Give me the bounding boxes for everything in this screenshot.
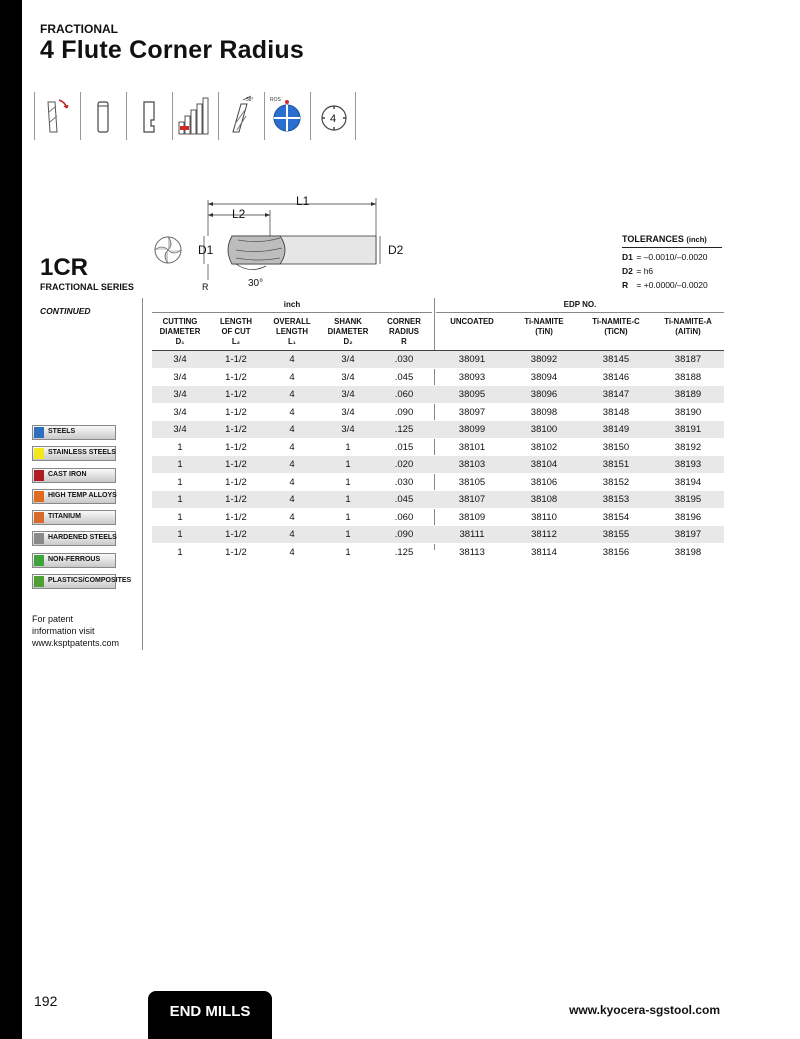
page-number: 192 [34, 993, 58, 1009]
coating-label: ROS [270, 97, 281, 103]
table-cell: 38100 [530, 424, 558, 435]
column-header: CORNER RADIUS R [387, 317, 421, 346]
column-header: SHANK DIAMETER D₂ [327, 317, 369, 346]
table-cell: 4 [289, 354, 295, 365]
category-label: FRACTIONAL [40, 22, 118, 36]
table-cell: 38098 [530, 406, 558, 418]
table-cell: 38095 [458, 389, 486, 400]
table-row [152, 386, 724, 404]
table-row [152, 404, 724, 422]
table-cell: 1 [345, 529, 351, 540]
material-label: TITANIUM [48, 513, 81, 521]
table-cell: 38102 [530, 441, 558, 453]
table-cell: 1 [177, 546, 183, 558]
table-cell: 4 [289, 511, 295, 523]
table-cell: 1 [345, 459, 351, 470]
section-tab [148, 991, 272, 1039]
table-cell: 4 [289, 494, 295, 505]
table-cell: 1-1/2 [225, 424, 247, 435]
table-cell: 38196 [674, 511, 702, 523]
column-header: Ti-NAMITE-C (TiCN) [592, 317, 640, 336]
table-cell: 38188 [674, 371, 702, 383]
table-cell: 1-1/2 [225, 389, 247, 400]
table-cell: .060 [394, 389, 414, 400]
material-label: HARDENED STEELS [48, 534, 117, 542]
material-item [32, 489, 116, 504]
material-item [32, 468, 116, 483]
table-cell: 1 [177, 511, 183, 523]
table-cell: 38110 [531, 511, 557, 523]
table-cell: 38149 [602, 424, 630, 435]
helix-angle-label: 38° [246, 97, 254, 103]
table-cell: 38189 [674, 389, 702, 400]
material-swatch [34, 427, 44, 438]
continued-label: CONTINUED [40, 306, 91, 316]
table-cell: 38153 [602, 494, 630, 505]
table-cell: 38093 [458, 371, 486, 383]
table-cell: 3/4 [173, 389, 187, 400]
table-cell: 1 [177, 459, 183, 470]
table-cell: 38148 [602, 406, 630, 418]
table-cell: 1 [345, 441, 351, 453]
table-cell: 3/4 [173, 354, 187, 365]
table-row [152, 439, 724, 457]
flute-count-icon [310, 92, 356, 140]
length-series-icon [172, 92, 218, 140]
tolerance-row-r: R = +0.0000/–0.0020 [622, 280, 708, 290]
table-row [152, 509, 724, 527]
column-header: CUTTING DIAMETER D₁ [159, 317, 201, 346]
table-cell: 1 [345, 546, 351, 558]
table-cell: 3/4 [173, 406, 187, 418]
table-row [152, 491, 724, 509]
table-cell: 38111 [459, 529, 485, 540]
table-cell: 1-1/2 [225, 511, 247, 523]
table-cell: .030 [394, 476, 414, 488]
l1-label: L1 [296, 194, 310, 208]
column-header: OVERALL LENGTH L₁ [273, 317, 311, 346]
table-cell: 38112 [531, 529, 557, 540]
table-row [152, 421, 724, 439]
table-cell: 38156 [602, 546, 630, 558]
material-swatch [34, 470, 44, 481]
table-cell: 38150 [602, 441, 630, 453]
table-cell: 38193 [674, 459, 702, 470]
group-header-edp: EDP NO. [563, 300, 597, 309]
table-cell: 38190 [674, 406, 702, 418]
column-header: Ti-NAMITE (TiN) [524, 317, 564, 336]
table-cell: 1 [345, 511, 351, 523]
table-row [152, 456, 724, 474]
material-label: PLASTICS/COMPOSITES [48, 577, 132, 585]
table-cell: 38109 [458, 511, 486, 523]
material-item [32, 574, 132, 589]
table-cell: 3/4 [341, 389, 355, 400]
table-cell: 38103 [458, 459, 486, 470]
website-link[interactable]: www.kyocera-sgstool.com [569, 1003, 720, 1017]
table-cell: 1-1/2 [225, 371, 247, 383]
left-divider [142, 298, 143, 650]
table-cell: 38194 [674, 476, 702, 488]
patent-note: For patent information visit www.ksptpatents.com [32, 614, 120, 648]
table-cell: .020 [394, 459, 414, 470]
table-cell: 38092 [530, 354, 558, 365]
table-cell: 38105 [458, 476, 486, 488]
material-label: CAST IRON [48, 470, 87, 478]
material-swatch [34, 512, 44, 523]
table-cell: 1-1/2 [225, 494, 247, 505]
square-shank-icon [80, 92, 126, 140]
table-cell: .015 [394, 441, 414, 453]
table-cell: 38097 [458, 406, 486, 418]
table-cell: .090 [394, 529, 414, 540]
table-row [152, 351, 724, 369]
column-header: UNCOATED [450, 317, 494, 326]
table-cell: 38192 [674, 441, 702, 453]
table-cell: 4 [289, 389, 295, 400]
table-cell: 3/4 [341, 371, 355, 383]
table-cell: 38187 [674, 354, 702, 365]
table-cell: 3/4 [341, 406, 355, 418]
series-label: FRACTIONAL SERIES [40, 282, 134, 292]
flute-geometry-icon [34, 92, 80, 140]
table-cell: .125 [394, 424, 414, 435]
end-mill-diagram [140, 190, 404, 300]
table-cell: 3/4 [173, 371, 187, 383]
table-cell: 38106 [530, 476, 558, 488]
table-cell: 38152 [602, 476, 630, 488]
material-item [32, 553, 116, 568]
tolerances-title: TOLERANCES (inch) [622, 234, 722, 248]
tolerance-row-d1: D1 = –0.0010/–0.0020 [622, 252, 708, 262]
table-cell: 4 [289, 371, 295, 383]
table-row [152, 526, 724, 544]
table-cell: 4 [289, 424, 295, 435]
section-tab-label: END MILLS [169, 1003, 251, 1020]
tolerances-box [622, 234, 722, 290]
coating-icon [264, 92, 310, 140]
table-cell: 38146 [602, 371, 630, 383]
material-item [32, 425, 116, 440]
table-cell: 38094 [530, 371, 558, 383]
table-cell: .045 [394, 494, 414, 505]
table-row [152, 544, 724, 562]
table-cell: 1-1/2 [225, 459, 247, 470]
table-cell: 1-1/2 [225, 476, 247, 488]
material-label: HIGH TEMP ALLOYS [48, 491, 117, 499]
table-cell: 38155 [602, 529, 630, 540]
table-cell: 38147 [602, 389, 630, 400]
l2-label: L2 [232, 207, 246, 221]
material-label: NON-FERROUS [48, 555, 101, 563]
page-title: 4 Flute Corner Radius [40, 36, 304, 64]
angle-label: 30° [248, 278, 264, 289]
table-cell: 38191 [674, 424, 702, 435]
table-row [152, 474, 724, 492]
table-cell: 38154 [602, 511, 630, 523]
table-cell: 38099 [458, 424, 486, 435]
table-cell: 4 [289, 441, 295, 453]
table-cell: 1 [177, 476, 183, 488]
tolerance-row-d2: D2 = h6 [622, 266, 654, 276]
material-swatch [34, 533, 44, 544]
material-swatch [34, 491, 44, 502]
table-cell: 38145 [602, 354, 630, 365]
table-cell: 4 [289, 476, 295, 488]
material-label: STEELS [48, 428, 76, 435]
sidebar-bar [0, 0, 22, 1039]
table-cell: 38107 [458, 494, 486, 505]
flat-shank-icon [126, 92, 172, 140]
table-cell: 1-1/2 [225, 546, 247, 558]
table-cell: 38113 [459, 546, 485, 558]
flute-count-label: 4 [330, 113, 337, 125]
table-cell: 38197 [674, 529, 702, 540]
end-view-icon [155, 237, 181, 263]
table-cell: .045 [394, 371, 414, 383]
column-header: Ti-NAMITE-A (AlTiN) [664, 317, 712, 336]
table-cell: 1-1/2 [225, 406, 247, 418]
table-cell: 3/4 [341, 354, 355, 365]
table-cell: 38108 [530, 494, 558, 505]
d2-label: D2 [388, 243, 404, 257]
table-cell: 3/4 [341, 424, 355, 435]
table-cell: 4 [289, 546, 295, 558]
material-label: STAINLESS STEELS [48, 449, 116, 457]
table-cell: 1-1/2 [225, 354, 247, 365]
d1-label: D1 [198, 243, 214, 257]
table-cell: 38195 [674, 494, 702, 505]
feature-icon-row [34, 92, 356, 140]
table-cell: .060 [394, 511, 414, 523]
table-cell: 1-1/2 [225, 441, 247, 453]
table-cell: 38091 [458, 354, 486, 365]
table-cell: 4 [289, 406, 295, 418]
group-line-edp [436, 312, 724, 313]
table-body [152, 351, 724, 561]
table-cell: 4 [289, 529, 295, 540]
table-cell: .090 [394, 406, 414, 418]
material-swatch [34, 448, 44, 459]
material-swatch [34, 576, 44, 587]
table-cell: 4 [289, 459, 295, 470]
material-item [32, 446, 116, 461]
table-cell: .030 [394, 354, 414, 365]
column-header: LENGTH OF CUT L₂ [219, 317, 253, 346]
table-row [152, 369, 724, 387]
table-cell: 3/4 [173, 424, 187, 435]
table-cell: 1 [177, 441, 183, 453]
materials-legend [32, 425, 132, 595]
table-cell: 1 [177, 529, 183, 540]
table-cell: 1 [345, 494, 351, 505]
table-cell: 38104 [530, 459, 558, 470]
table-cell: 38198 [674, 546, 702, 558]
table-cell: 38101 [458, 441, 486, 453]
table-cell: 1 [177, 494, 183, 505]
material-swatch [34, 555, 44, 566]
series-code: 1CR [40, 254, 89, 281]
table-cell: 1 [345, 476, 351, 488]
group-header-inch: inch [283, 300, 301, 309]
table-cell: 1-1/2 [225, 529, 247, 540]
table-cell: 38114 [531, 546, 557, 558]
table-cell: 38151 [602, 459, 630, 470]
table-cell: 38096 [530, 389, 558, 400]
table-cell: .125 [394, 546, 414, 558]
r-label: R [202, 282, 209, 292]
helix-angle-icon [218, 92, 264, 140]
group-line-inch [152, 312, 432, 313]
material-item [32, 531, 116, 546]
material-item [32, 510, 116, 525]
